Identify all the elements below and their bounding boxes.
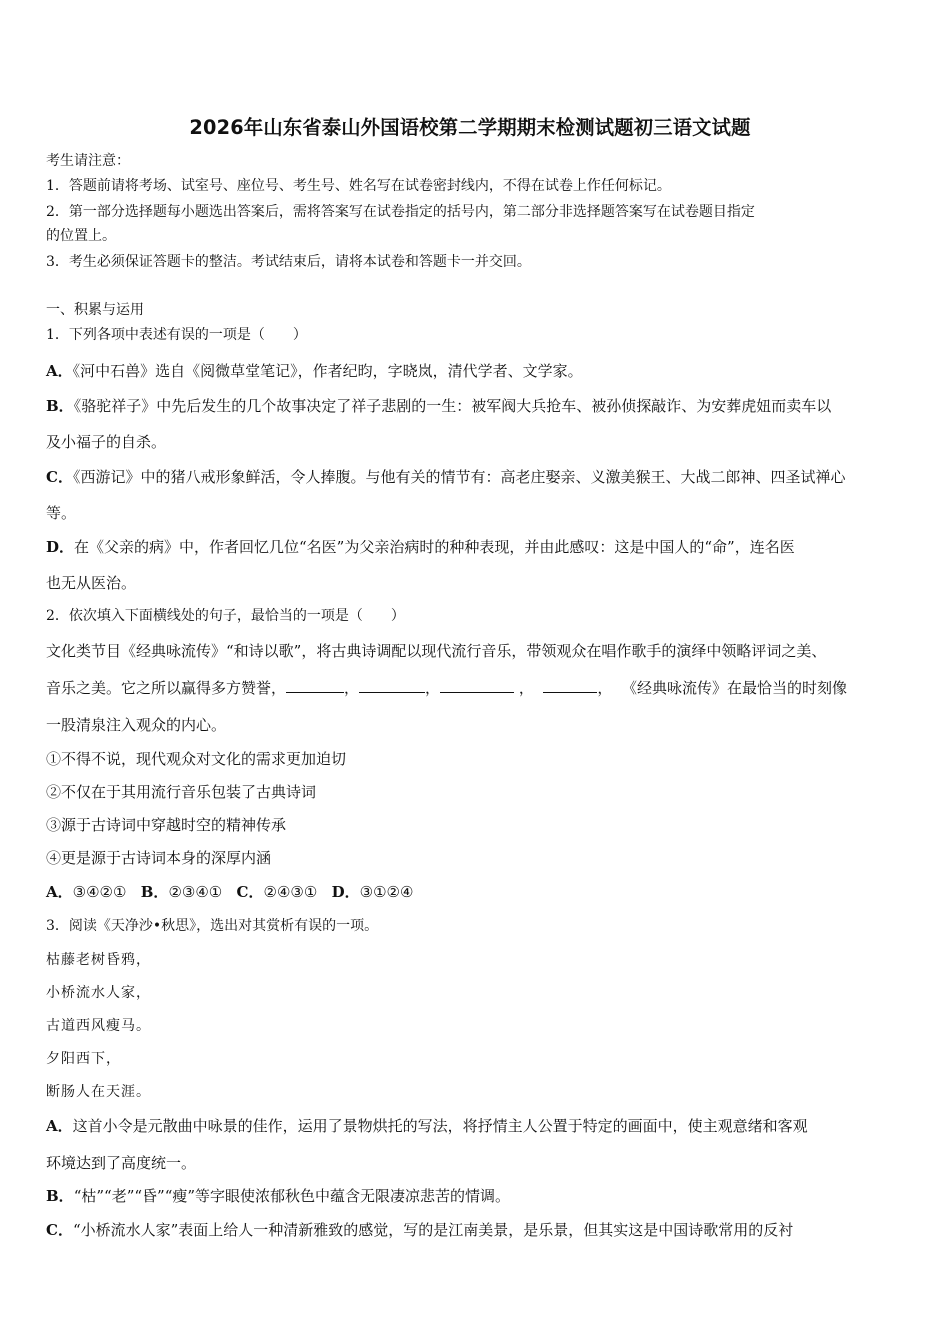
q2-passage-line3: 一股清泉注入观众的内心。 [46,716,227,734]
q1-option-c-label: C． [46,468,73,486]
q1-option-b-label: B． [46,397,74,415]
notice-item-2: 2．第一部分选择题每小题选出答案后，需将答案写在试卷指定的括号内，第二部分非选择题答案写在试卷题目指定 [46,204,755,220]
q3-option-c [46,1220,793,1240]
q3-option-a-cont: 环境达到了高度统一。 [46,1154,197,1172]
q3-stem: 3．阅读《天净沙•秋思》，选出对其赏析有误的一项。 [46,918,379,934]
q3-option-a [46,1116,808,1136]
q2-sentence-1: ①不得不说，现代观众对文化的需求更加迫切 [46,750,347,768]
section-heading: 一、积累与运用 [46,302,144,318]
q2-sep-1: ， [344,679,360,697]
notice-item-2-cont: 的位置上。 [46,228,116,244]
q1-option-d-label: D． [46,538,75,556]
poem-line-5: 断肠人在天涯。 [46,1084,151,1100]
notice-item-1: 1．答题前请将考场、试室号、座位号、考生号、姓名写在试卷密封线内，不得在试卷上作任何标记。 [46,178,671,194]
q1-option-a-label: A． [46,362,73,380]
q3-option-c-label: C． [46,1221,73,1239]
q1-stem: 1．下列各项中表述有误的一项是（ ） [46,327,307,343]
q2-sep-4: ， [597,679,613,697]
q3-option-b [46,1186,510,1206]
q2-blank-4[interactable] [543,678,597,693]
q3-option-b-text: “枯”“老”“昏”“瘦”等字眼使浓郁秋色中蕴含无限凄凉悲苦的情调。 [73,1187,511,1205]
q2-choice-a-label: A． [46,883,73,901]
q1-option-a-text: 《河中石兽》选自《阅微草堂笔记》，作者纪昀，字晓岚，清代学者、文学家。 [72,362,583,380]
q2-passage-end: 《经典咏流传》在最恰当的时刻像 [621,679,847,697]
poem-line-3: 古道西风瘦马。 [46,1018,151,1034]
q2-blank-2[interactable] [359,678,425,693]
poem-line-2: 小桥流水人家， [46,985,151,1001]
q1-option-b-cont: 及小福子的自杀。 [46,433,167,451]
q2-blank-1[interactable] [286,678,344,693]
q3-option-c-text: “小桥流水人家”表面上给人一种清新雅致的感觉，写的是江南美景，是乐景，但其实这是中国诗歌常用的反衬 [72,1221,794,1239]
q2-choices [46,882,413,902]
q3-option-b-label: B． [46,1187,74,1205]
q1-option-d-text: 在《父亲的病》中，作者回忆几位“名医”为父亲治病时的种种表现，并由此感叹：这是中国人的“命”，连名医 [74,538,795,556]
q1-option-b [46,396,831,416]
notice-heading: 考生请注意： [46,153,130,169]
q2-passage-line1: 文化类节目《经典咏流传》“和诗以歌”，将古典诗调配以现代流行音乐，带领观众在唱作歌手的演绎中领略评词之美、 [46,642,827,660]
q2-passage-start: 音乐之美。它之所以赢得多方赞誉， [46,679,287,697]
q2-choice-d[interactable]: ③①②④ [359,883,414,901]
q2-blank-3[interactable] [440,678,514,693]
q2-sentence-3: ③源于古诗词中穿越时空的精神传承 [46,816,287,834]
q2-choice-b[interactable]: ②③④① [168,883,223,901]
q2-choice-d-label: D． [331,883,360,901]
q2-stem: 2．依次填入下面横线处的句子，最恰当的一项是（ ） [46,608,405,624]
q2-choice-c-label: C． [236,883,264,901]
q1-option-c-cont: 等。 [46,504,77,522]
q3-option-a-label: A． [46,1117,73,1135]
poem-line-4: 夕阳西下， [46,1051,121,1067]
q3-option-a-text: 这首小令是元散曲中咏景的佳作，运用了景物烘托的写法，将抒情主人公置于特定的画面中，使主观意绪和客观 [72,1117,808,1135]
q1-option-c [46,467,845,487]
q2-choice-a[interactable]: ③④②① [72,883,127,901]
q2-sentence-2: ②不仅在于其用流行音乐包装了古典诗词 [46,783,317,801]
q1-option-d-cont: 也无从医治。 [46,574,137,592]
q2-choice-b-label: B． [140,883,169,901]
page-title: 2026年山东省泰山外国语校第二学期期末检测试题初三语文试题 [189,116,751,139]
q2-passage-line2 [46,678,847,698]
q1-option-d [46,537,795,557]
q1-option-b-text: 《骆驼祥子》中先后发生的几个故事决定了祥子悲剧的一生：被军阀大兵抢车、被孙侦探敲诈、为安葬虎妞而卖车以 [73,397,832,415]
q2-choice-c[interactable]: ②④③① [263,883,318,901]
poem-line-1: 枯藤老树昏鸦， [46,952,151,968]
q2-sep-3: ， [518,679,534,697]
q1-option-a [46,361,583,381]
q2-sep-2: ， [425,679,441,697]
notice-item-3: 3．考生必须保证答题卡的整洁。考试结束后，请将本试卷和答题卡一并交回。 [46,254,531,270]
q2-sentence-4: ④更是源于古诗词本身的深厚内涵 [46,849,272,867]
q1-option-c-text: 《西游记》中的猪八戒形象鲜活，令人捧腹。与他有关的情节有：高老庄娶亲、义激美猴王、大战二郎神、四圣试禅心 [72,468,846,486]
